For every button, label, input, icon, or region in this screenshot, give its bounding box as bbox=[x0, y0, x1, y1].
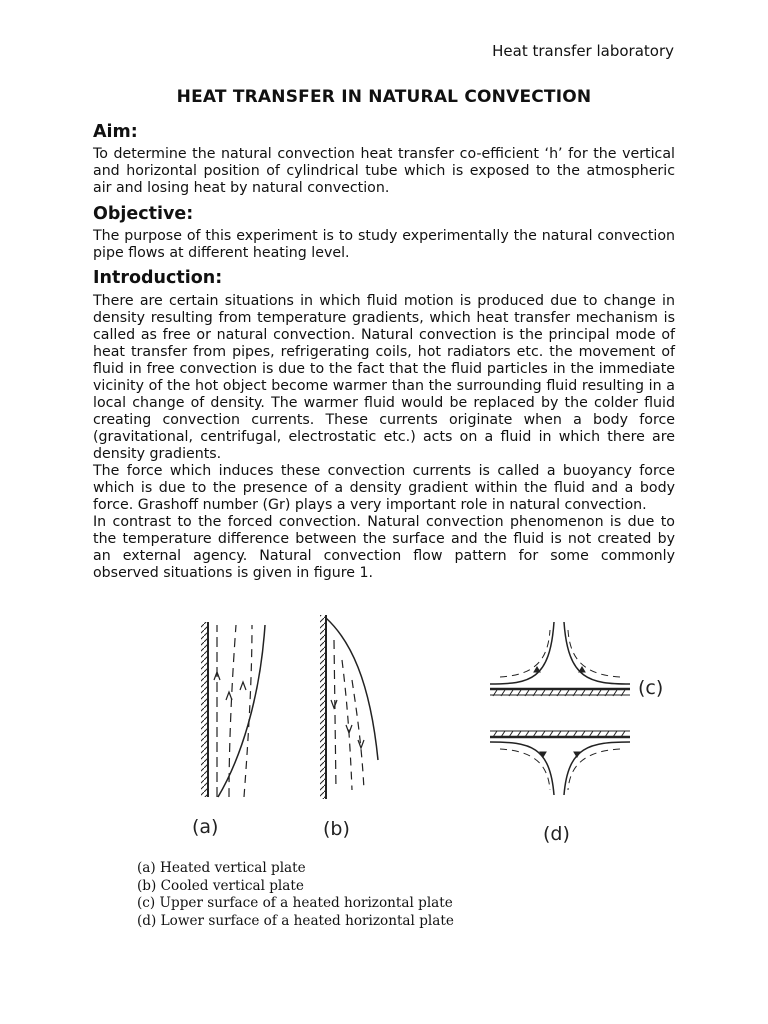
page-title: HEAT TRANSFER IN NATURAL CONVECTION bbox=[176, 87, 592, 107]
caption-item-c: (c) Upper surface of a heated horizontal plate bbox=[137, 895, 453, 911]
diagram-cooled-vertical-plate bbox=[320, 615, 378, 799]
intro-paragraph-2: The force which induces these convection currents is called a buoyancy force which is due to the presence of a density gradient within the fluid and a body force. Grashoff number (Gr) plays a very important role in natural convection. bbox=[93, 463, 675, 513]
figure-caption-list bbox=[137, 860, 454, 930]
figure-label-a: (a) bbox=[192, 816, 219, 838]
diagram-heated-horizontal-plate-upper bbox=[490, 622, 630, 696]
objective-heading: Objective: bbox=[93, 204, 194, 224]
caption-item-a: (a) Heated vertical plate bbox=[137, 860, 306, 876]
running-header: Heat transfer laboratory bbox=[492, 42, 674, 60]
diagram-heated-vertical-plate bbox=[201, 622, 265, 797]
caption-item-d: (d) Lower surface of a heated horizontal plate bbox=[137, 912, 454, 929]
figure-label-b: (b) bbox=[323, 818, 350, 840]
intro-paragraph-3: In contrast to the forced convection. Natural convection phenomenon is due to the temperature difference between the surface and the fluid is not created by an external agency. Natural convection flow pattern for some commonly observed situations is given in figure 1. bbox=[93, 514, 675, 581]
figure-label-d: (d) bbox=[543, 823, 570, 845]
introduction-heading: Introduction: bbox=[93, 268, 223, 288]
intro-paragraph-1: There are certain situations in which fluid motion is produced due to change in density resulting from temperature gradients, which heat transfer mechanism is called as free or natural convection. Natural convection is the principal mode of heat transfer from pipes, refrigerating coils, hot radiators etc. the movement of fluid in free convection is due to the fact that the fluid particles in the immediate vicinity of the hot object become warmer than the surrounding fluid resulting in a local change of density. The warmer fluid would be replaced by the colder fluid creating convection currents. These currents originate when a body force (gravitational, centrifugal, electrostatic etc.) acts on a fluid in which there are density gradients. bbox=[93, 293, 675, 462]
figure-label-c: (c) bbox=[638, 677, 664, 699]
diagram-heated-horizontal-plate-lower bbox=[490, 731, 630, 795]
aim-heading: Aim: bbox=[93, 122, 138, 142]
aim-text: To determine the natural convection heat transfer co-efficient ‘h’ for the vertical and horizontal position of cylindrical tube which is exposed to the atmospheric air and losing heat by natural convection. bbox=[93, 146, 675, 196]
caption-item-b: (b) Cooled vertical plate bbox=[137, 877, 304, 894]
objective-text: The purpose of this experiment is to study experimentally the natural convection pipe flows at different heating level. bbox=[93, 228, 675, 261]
